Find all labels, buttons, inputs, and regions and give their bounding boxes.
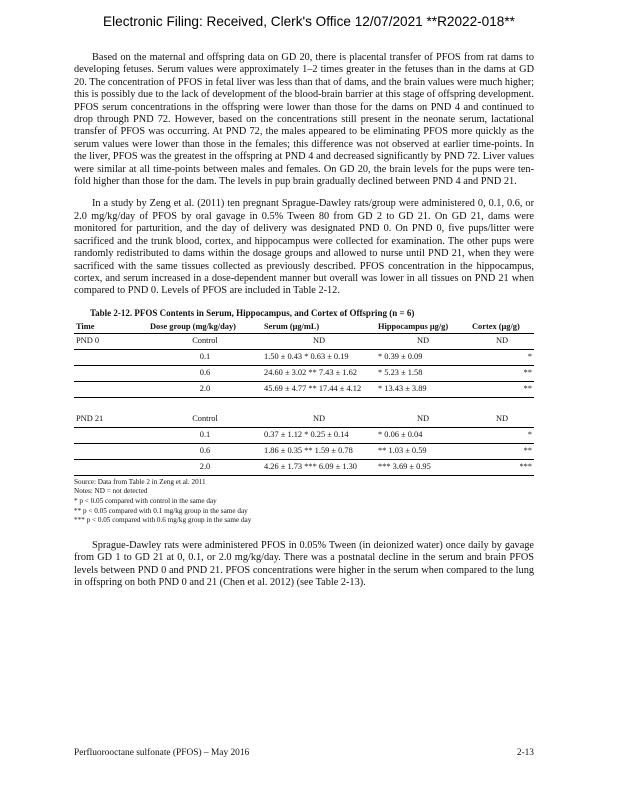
cell-dose: 0.1	[148, 427, 262, 443]
cell-cortex: *	[470, 349, 534, 365]
table-notes	[74, 478, 534, 526]
footer-page-number: 2-13	[516, 748, 534, 758]
table-note-abbrev: Notes: ND = not detected	[74, 487, 148, 496]
cell-dose: Control	[148, 333, 262, 349]
table-note-source: Source: Data from Table 2 in Zeng et al. 2011	[74, 477, 206, 486]
cell-cortex: *	[470, 427, 534, 443]
cell-hippocampus: * 0.39 ± 0.09	[376, 349, 470, 365]
cell-hippocampus: * 0.06 ± 0.04	[376, 427, 470, 443]
footer-document-title: Perfluorooctane sulfonate (PFOS) – May 2016	[74, 748, 250, 758]
cell-hippocampus: * 5.23 ± 1.58	[376, 365, 470, 381]
cell-serum: 0.37 ± 1.12 * 0.25 ± 0.14	[262, 427, 376, 443]
cell-hippocampus: * 13.43 ± 3.89	[376, 381, 470, 397]
table-spacer	[74, 397, 534, 412]
table-note-sig3: *** p < 0.05 compared with 0.6 mg/kg group in the same day	[74, 516, 252, 525]
cell-dose: 0.6	[148, 443, 262, 459]
cell-time	[74, 459, 148, 475]
col-header-dose: Dose group (mg/kg/day)	[148, 321, 262, 334]
cell-time	[74, 365, 148, 381]
cell-dose: 2.0	[148, 381, 262, 397]
table-row	[74, 381, 534, 397]
cell-time: PND 0	[74, 333, 148, 349]
cell-cortex: **	[470, 443, 534, 459]
cell-serum: 45.69 ± 4.77 ** 17.44 ± 4.12	[262, 381, 376, 397]
paragraph-zeng-study: In a study by Zeng et al. (2011) ten pregnant Sprague-Dawley rats/group were administered 0, 0.1, 0.6, or 2.0 mg/kg/day of PFOS by oral gavage in 0.5% Tween 80 from GD 2 to GD 21. On GD 21, dams were monitored for parturition, and the day of delivery was designated PND 0. On PND 0, five pups/litter were sacrificed and the trunk blood, cortex, and hippocampus were collected for examination. The other pups were randomly redistributed to dams within the dosage groups and allowed to nurse until PND 21, when they were sacrificed with the same tissues collected as previously described. PFOS concentration in the hippocampus, cortex, and serum increased in a dose-dependent manner but overall was lower in all tissues on PND 21 when compared to PND 0. Levels of PFOS are included in Table 2-12.	[74, 198, 534, 297]
cell-dose: 2.0	[148, 459, 262, 475]
cell-serum: 1.50 ± 0.43 * 0.63 ± 0.19	[262, 349, 376, 365]
cell-serum: ND	[262, 412, 376, 428]
document-body	[74, 52, 534, 589]
filing-stamp: Electronic Filing: Received, Clerk's Office 12/07/2021 **R2022-018**	[103, 14, 515, 29]
col-header-hippocampus: Hippocampus μg/g)	[376, 321, 470, 334]
table-row	[74, 349, 534, 365]
cell-dose: 0.6	[148, 365, 262, 381]
pfos-contents-table	[74, 321, 534, 476]
cell-time	[74, 349, 148, 365]
cell-cortex: ***	[470, 459, 534, 475]
table-row	[74, 333, 534, 349]
paragraph-maternal-offspring: Based on the maternal and offspring data on GD 20, there is placental transfer of PFOS from rat dams to developing fetuses. Serum values were approximately 1–2 times greater in the fetuses than in the dams at GD 20. The concentration of PFOS in fetal liver was less than that of dams, and the brain values were much higher; this is possibly due to the lack of development of the blood-brain barrier at this stage of offspring development. PFOS serum concentrations in the offspring were lower than those for the dams on PND 4 and continued to drop through PND 72. However, based on the concentrations still present in the neonate serum, lactational transfer of PFOS was occurring. At PND 72, the males appeared to be eliminating PFOS more quickly as the serum values were lower than those in the females; this difference was not observed at earlier time-points. In the liver, PFOS was the greatest in the offspring at PND 4 and decreased significantly by PND 72. Liver values were similar at all time-points between males and females. On GD 20, the brain levels for the pups were ten-fold higher than those for the dam. The levels in pup brain gradually declined between PND 4 and PND 21.	[74, 52, 534, 188]
cell-dose: Control	[148, 412, 262, 428]
table-row	[74, 443, 534, 459]
col-header-cortex: Cortex (μg/g)	[470, 321, 534, 334]
cell-cortex: **	[470, 381, 534, 397]
cell-dose: 0.1	[148, 349, 262, 365]
paragraph-chen-study: Sprague-Dawley rats were administered PFOS in 0.05% Tween (in deionized water) once daily by gavage from GD 1 to GD 21 at 0, 0.1, or 2.0 mg/kg/day. There was a postnatal decline in the serum and brain PFOS levels between PND 0 and PND 21. PFOS concentrations were higher in the serum when compared to the lung in offspring on both PND 0 and 21 (Chen et al. 2012) (see Table 2-13).	[74, 539, 534, 588]
cell-serum: 1.86 ± 0.35 ** 1.59 ± 0.78	[262, 443, 376, 459]
cell-hippocampus: ** 1.03 ± 0.59	[376, 443, 470, 459]
cell-time	[74, 427, 148, 443]
table-note-sig2: ** p < 0.05 compared with 0.1 mg/kg group in the same day	[74, 506, 248, 515]
table-row	[74, 412, 534, 428]
col-header-time: Time	[74, 321, 148, 334]
cell-hippocampus: *** 3.69 ± 0.95	[376, 459, 470, 475]
table-caption: Table 2-12. PFOS Contents in Serum, Hippocampus, and Cortex of Offspring (n = 6)	[90, 307, 415, 318]
table-note-sig1: * p < 0.05 compared with control in the same day	[74, 496, 217, 505]
cell-hippocampus: ND	[376, 333, 470, 349]
cell-serum: 24.60 ± 3.02 ** 7.43 ± 1.62	[262, 365, 376, 381]
cell-cortex: ND	[470, 412, 534, 428]
table-row	[74, 459, 534, 475]
cell-cortex: ND	[470, 333, 534, 349]
table-row	[74, 427, 534, 443]
table-row	[74, 365, 534, 381]
cell-time	[74, 381, 148, 397]
cell-hippocampus: ND	[376, 412, 470, 428]
cell-time: PND 21	[74, 412, 148, 428]
cell-serum: ND	[262, 333, 376, 349]
cell-cortex: **	[470, 365, 534, 381]
col-header-serum: Serum (μg/mL)	[262, 321, 376, 334]
cell-serum: 4.26 ± 1.73 *** 6.09 ± 1.30	[262, 459, 376, 475]
cell-time	[74, 443, 148, 459]
